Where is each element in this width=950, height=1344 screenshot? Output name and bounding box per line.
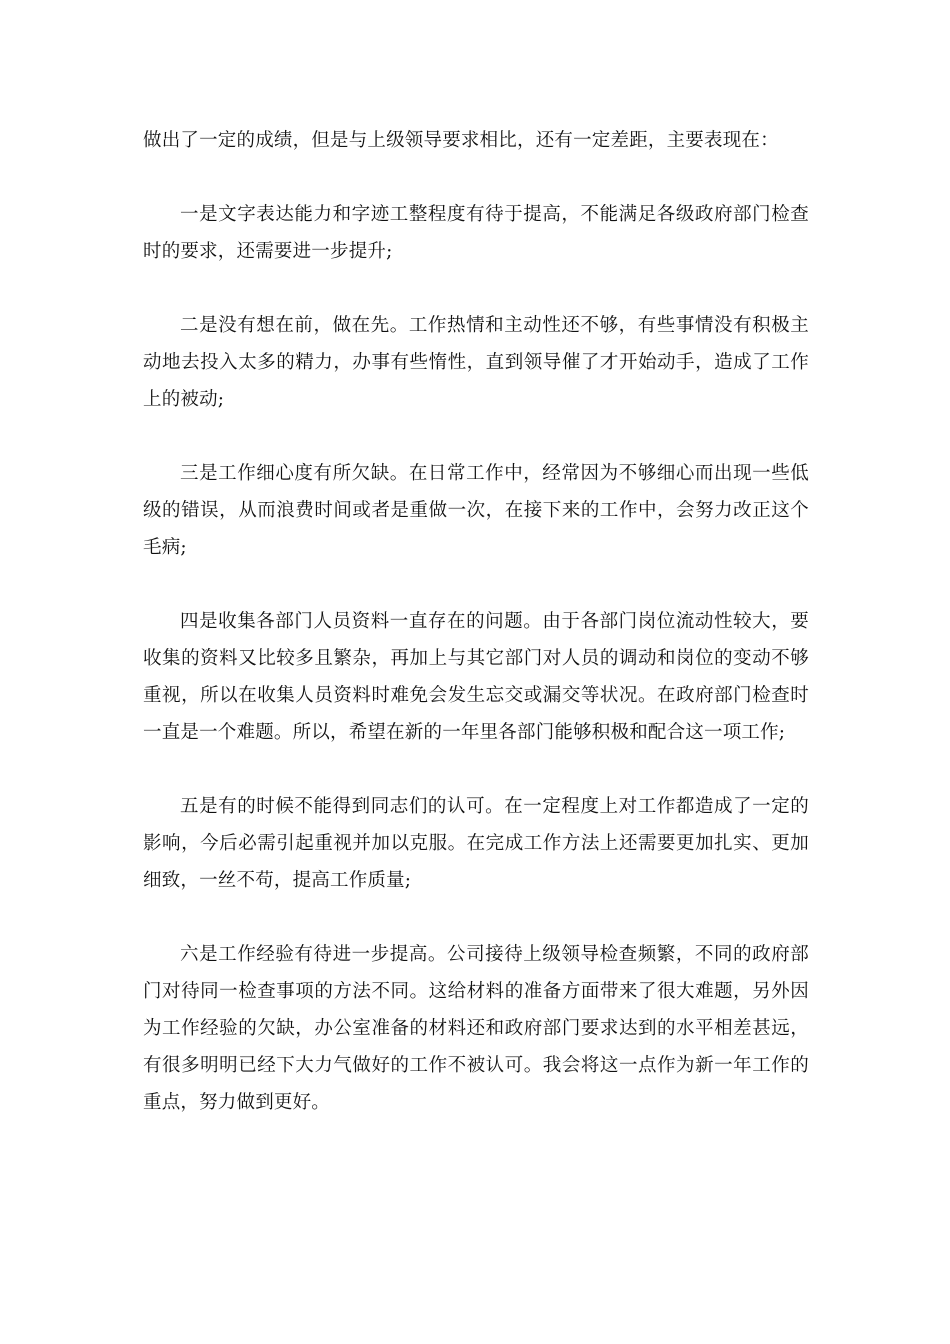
paragraph-intro: 做出了一定的成绩，但是与上级领导要求相比，还有一定差距，主要表现在： bbox=[143, 130, 779, 151]
paragraph-point-3: 三是工作细心度有所欠缺。在日常工作中，经常因为不够细心而出现一些低级的错误，从而浪费时间或者是重做一次，在接下来的工作中，会努力改正这个毛病; bbox=[143, 463, 809, 558]
paragraph-point-4: 四是收集各部门人员资料一直存在的问题。由于各部门岗位流动性较大，要收集的资料又比较多且繁杂，再加上与其它部门对人员的调动和岗位的变动不够重视，所以在收集人员资料时难免会发生忘交或漏交等状况。在政府部门检查时一直是一个难题。所以，希望在新的一年里各部门能够积极和配合这一项工作; bbox=[143, 611, 809, 743]
paragraph-point-2: 二是没有想在前，做在先。工作热情和主动性还不够，有些事情没有积极主动地去投入太多的精力，办事有些惰性，直到领导催了才开始动手，造成了工作上的被动; bbox=[143, 315, 809, 410]
paragraph-point-5: 五是有的时候不能得到同志们的认可。在一定程度上对工作都造成了一定的影响，今后必需引起重视并加以克服。在完成工作方法上还需要更加扎实、更加细致，一丝不苟，提高工作质量; bbox=[143, 796, 809, 891]
document-body bbox=[143, 122, 809, 1158]
paragraph-point-6: 六是工作经验有待进一步提高。公司接待上级领导检查频繁，不同的政府部门对待同一检查事项的方法不同。这给材料的准备方面带来了很大难题，另外因为工作经验的欠缺，办公室准备的材料还和政府部门要求达到的水平相差甚远，有很多明明已经下大力气做好的工作不被认可。我会将这一点作为新一年工作的重点，努力做到更好。 bbox=[143, 944, 809, 1113]
paragraph-point-1: 一是文字表达能力和字迹工整程度有待于提高，不能满足各级政府部门检查时的要求，还需要进一步提升; bbox=[143, 204, 809, 262]
